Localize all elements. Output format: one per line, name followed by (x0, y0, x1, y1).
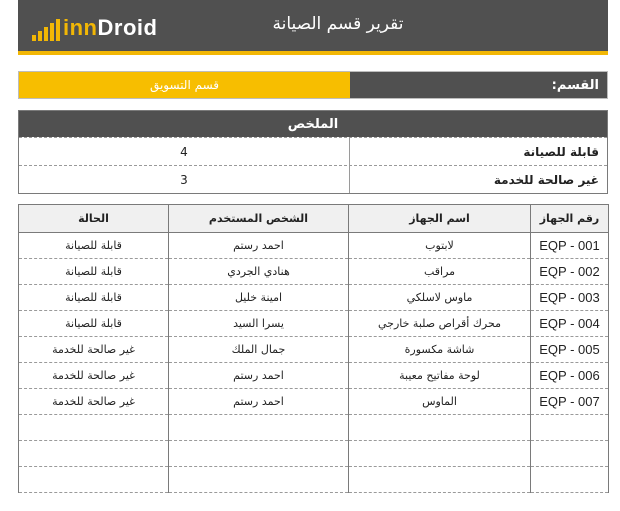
cell-status[interactable] (19, 441, 169, 467)
cell-name[interactable]: ماوس لاسلكي (349, 285, 531, 311)
cell-name[interactable] (349, 467, 531, 493)
cell-code[interactable]: EQP - 006 (531, 363, 609, 389)
cell-name[interactable]: شاشة مكسورة (349, 337, 531, 363)
summary-label: قابلة للصيانة (523, 144, 599, 159)
cell-name[interactable] (349, 441, 531, 467)
cell-user[interactable]: يسرا السيد (169, 311, 349, 337)
innodroid-logo (32, 13, 157, 41)
cell-user[interactable]: احمد رستم (169, 389, 349, 415)
table-row (19, 415, 609, 441)
cell-code[interactable]: EQP - 001 (531, 233, 609, 259)
department-value[interactable]: قسم التسويق (19, 72, 350, 98)
table-row (19, 259, 609, 285)
table-row (19, 441, 609, 467)
cell-code[interactable]: EQP - 007 (531, 389, 609, 415)
cell-user[interactable]: هنادي الجردي (169, 259, 349, 285)
cell-name[interactable]: محرك أقراص صلبة خارجي (349, 311, 531, 337)
logo-bars-icon (32, 19, 60, 41)
cell-status[interactable] (19, 467, 169, 493)
logo-suffix: Droid (97, 15, 158, 40)
cell-user[interactable]: امينة خليل (169, 285, 349, 311)
cell-status[interactable]: غير صالحة للخدمة (19, 337, 169, 363)
table-row (19, 337, 609, 363)
cell-status[interactable]: قابلة للصيانة (19, 311, 169, 337)
cell-user[interactable]: احمد رستم (169, 233, 349, 259)
summary-box (18, 110, 608, 194)
cell-name[interactable]: مراقب (349, 259, 531, 285)
cell-user[interactable]: جمال الملك (169, 337, 349, 363)
equipment-table (18, 204, 609, 493)
department-label: القسم: (350, 72, 607, 98)
summary-label: غير صالحة للخدمة (493, 172, 599, 187)
report-header (18, 0, 608, 55)
cell-code[interactable] (531, 441, 609, 467)
department-bar (18, 71, 608, 99)
cell-name[interactable]: لوحة مفاتيح معيبة (349, 363, 531, 389)
cell-user[interactable]: احمد رستم (169, 363, 349, 389)
cell-user[interactable] (169, 441, 349, 467)
cell-status[interactable]: قابلة للصيانة (19, 259, 169, 285)
table-row (19, 363, 609, 389)
header-name: اسم الجهاز (349, 205, 531, 233)
cell-status[interactable] (19, 415, 169, 441)
cell-name[interactable]: الماوس (349, 389, 531, 415)
header-code: رقم الجهاز (531, 205, 609, 233)
summary-value: 3 (19, 166, 350, 193)
summary-value: 4 (19, 138, 350, 165)
cell-name[interactable]: لابتوب (349, 233, 531, 259)
header-user: الشخص المستخدم (169, 205, 349, 233)
table-row (19, 389, 609, 415)
table-header-row (19, 205, 609, 233)
cell-code[interactable] (531, 415, 609, 441)
logo-prefix: inn (63, 15, 98, 40)
cell-code[interactable]: EQP - 004 (531, 311, 609, 337)
table-row (19, 233, 609, 259)
cell-code[interactable] (531, 467, 609, 493)
cell-code[interactable]: EQP - 002 (531, 259, 609, 285)
summary-row (19, 165, 607, 193)
cell-status[interactable]: غير صالحة للخدمة (19, 363, 169, 389)
cell-code[interactable]: EQP - 005 (531, 337, 609, 363)
table-row (19, 311, 609, 337)
table-row (19, 285, 609, 311)
cell-status[interactable]: قابلة للصيانة (19, 285, 169, 311)
summary-row (19, 137, 607, 165)
table-row (19, 467, 609, 493)
cell-user[interactable] (169, 467, 349, 493)
cell-status[interactable]: غير صالحة للخدمة (19, 389, 169, 415)
header-status: الحالة (19, 205, 169, 233)
cell-status[interactable]: قابلة للصيانة (19, 233, 169, 259)
cell-code[interactable]: EQP - 003 (531, 285, 609, 311)
cell-name[interactable] (349, 415, 531, 441)
report-title: تقرير قسم الصيانة (272, 14, 404, 34)
summary-title: الملخص (19, 111, 607, 137)
cell-user[interactable] (169, 415, 349, 441)
